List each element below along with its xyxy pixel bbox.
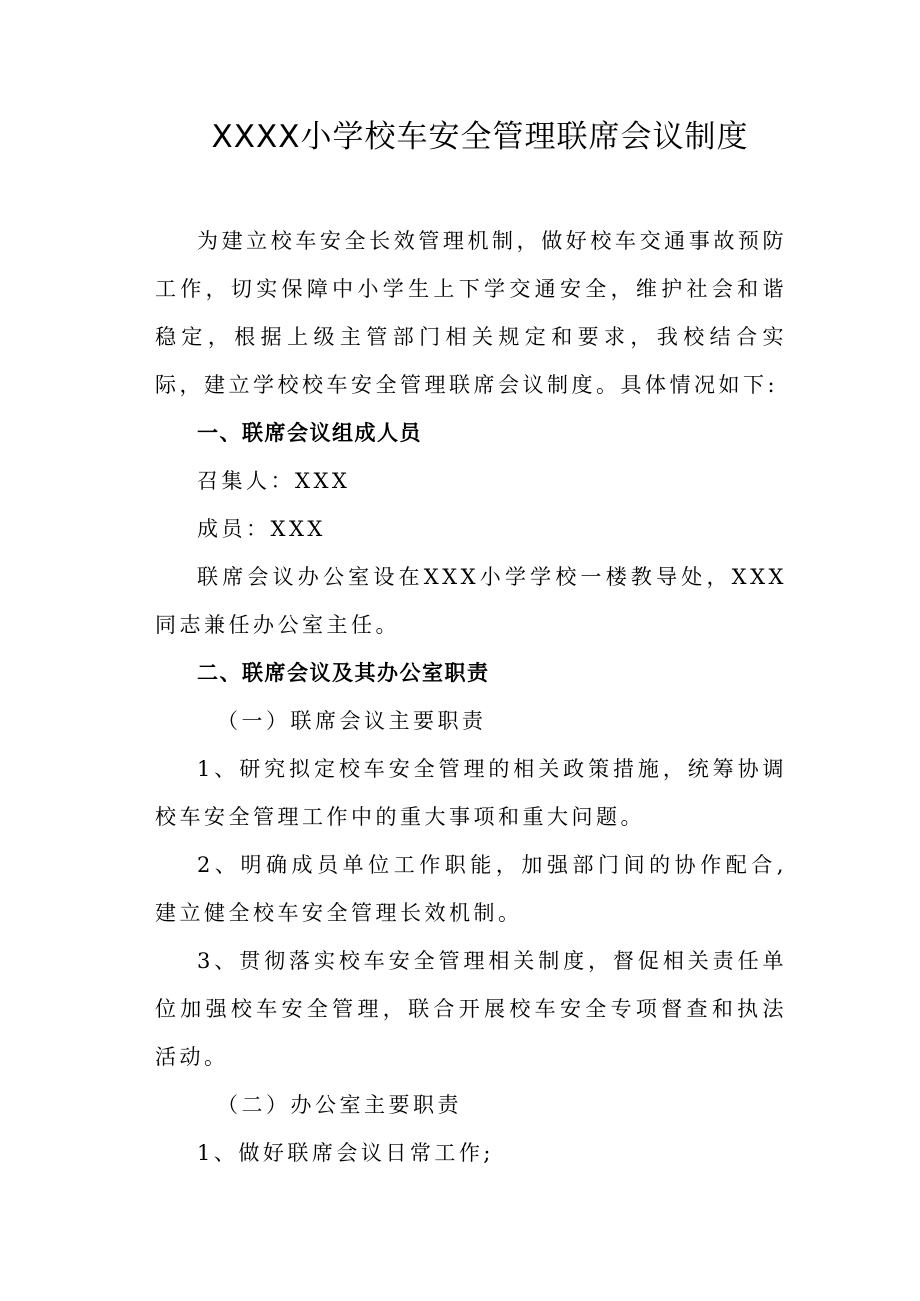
- office-duty-item: 1、做好联席会议日常工作;: [197, 1141, 494, 1165]
- duty-item: 3、贯彻落实校车安全管理相关制度，督促相关责任单位加强校车安全管理，联合开展校车安全专项督查和执法活动。: [155, 949, 787, 1069]
- section-2-heading: 二、联席会议及其办公室职责: [197, 661, 490, 685]
- convener-line: 召集人：XXX: [197, 469, 351, 493]
- subsection-2-heading: （二）办公室主要职责: [217, 1093, 462, 1117]
- section-1-heading: 一、联席会议组成人员: [197, 421, 422, 445]
- office-paragraph: 联席会议办公室设在XXX小学学校一楼教导处，XXX同志兼任办公室主任。: [155, 565, 787, 637]
- document-body: [155, 217, 787, 1177]
- document-title: XXXX小学校车安全管理联席会议制度: [211, 119, 749, 155]
- intro-paragraph: 为建立校车安全长效管理机制，做好校车交通事故预防工作，切实保障中小学生上下学交通安全，维护社会和谐稳定，根据上级主管部门相关规定和要求，我校结合实际，建立学校校车安全管理联席会议制度。具体情况如下:: [155, 229, 787, 397]
- members-line: 成员：XXX: [197, 517, 326, 541]
- duty-item: 1、研究拟定校车安全管理的相关政策措施，统筹协调校车安全管理工作中的重大事项和重大问题。: [155, 757, 787, 829]
- subsection-1-heading: （一）联席会议主要职责: [217, 709, 487, 733]
- duty-item: 2、明确成员单位工作职能，加强部门间的协作配合,建立健全校车安全管理长效机制。: [155, 853, 787, 925]
